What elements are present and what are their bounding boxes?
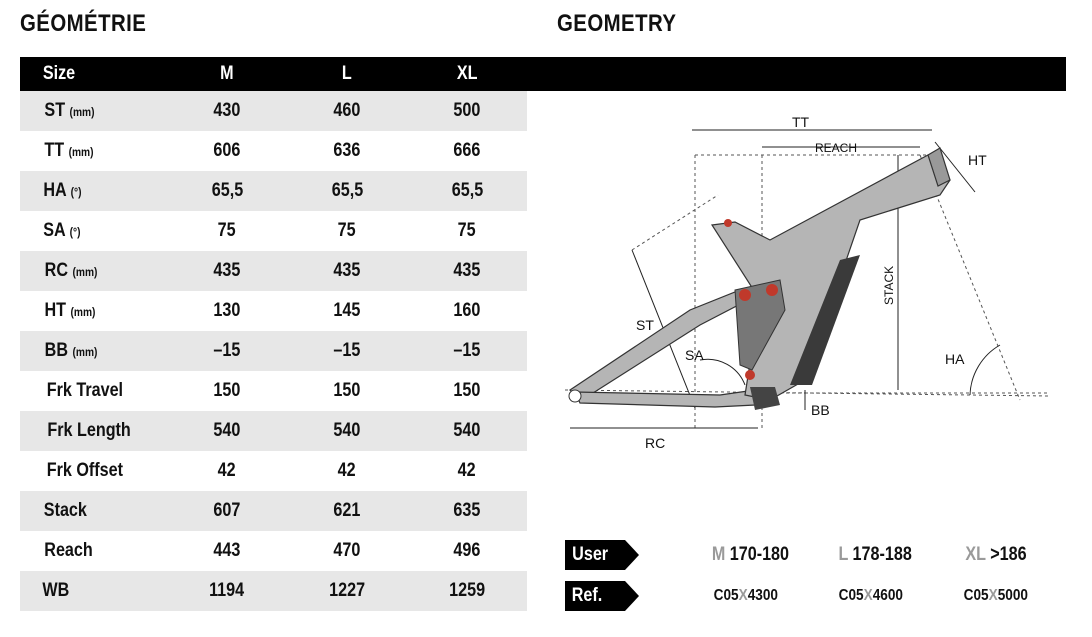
row-value-l: 65,5 <box>331 180 363 201</box>
row-label-text: SA <box>43 220 66 241</box>
table-row <box>20 131 527 171</box>
row-label-text: Stack <box>43 500 87 521</box>
header-m: M <box>220 63 234 84</box>
row-unit: (°) <box>70 185 82 199</box>
row-value-m: 606 <box>213 140 241 161</box>
row-value-m: 607 <box>213 500 241 521</box>
row-label-text: ST <box>44 100 66 121</box>
row-label <box>20 171 167 211</box>
row-value-xl: 65,5 <box>451 180 483 201</box>
table-row <box>20 171 527 211</box>
row-value-xl: 42 <box>458 460 476 481</box>
row-label-text: HA <box>43 180 67 201</box>
row-unit: (°) <box>69 225 81 239</box>
row-unit: (mm) <box>72 345 98 359</box>
row-label <box>20 291 167 331</box>
header-size: Size <box>42 63 76 84</box>
row-value-m: 42 <box>218 460 236 481</box>
table-row <box>20 411 527 451</box>
row-label <box>20 211 167 251</box>
row-value-l: 1227 <box>329 580 365 601</box>
ref-row <box>565 581 1065 611</box>
pivot-3 <box>745 370 755 380</box>
label-rc: RC <box>645 435 666 451</box>
user-size-l: L 178-188 <box>838 544 912 565</box>
header-l: L <box>342 63 352 84</box>
st-dim-dashline <box>632 195 718 250</box>
row-value-m: 75 <box>218 220 236 241</box>
row-value-m: –15 <box>213 340 241 361</box>
ref-code-xl: C05X5000 <box>963 587 1028 604</box>
table-row <box>20 291 527 331</box>
row-value-xl: 160 <box>453 300 481 321</box>
row-value-l: –15 <box>333 340 361 361</box>
label-st: ST <box>636 317 654 333</box>
row-value-l: 470 <box>333 540 361 561</box>
row-value-m: 1194 <box>209 580 245 601</box>
label-stack: STACK <box>882 265 896 305</box>
title-english: GEOMETRY <box>557 10 677 37</box>
pivot-1 <box>739 289 751 301</box>
header-xl: XL <box>456 63 478 84</box>
row-value-xl: 435 <box>453 260 481 281</box>
row-label-text: BB <box>44 340 68 361</box>
table-row <box>20 531 527 571</box>
user-tag: User <box>565 540 625 570</box>
row-value-xl: 540 <box>453 420 481 441</box>
ha-arc <box>970 345 1000 395</box>
table-row <box>20 331 527 371</box>
row-label <box>20 411 167 451</box>
row-value-xl: –15 <box>453 340 481 361</box>
motor <box>750 387 780 410</box>
sa-arc <box>700 359 745 385</box>
table-row <box>20 91 527 131</box>
label-bb: BB <box>811 402 830 418</box>
row-label <box>20 331 167 371</box>
row-value-m: 430 <box>213 100 241 121</box>
row-value-l: 145 <box>333 300 361 321</box>
row-unit: (mm) <box>70 305 96 319</box>
row-label <box>20 531 167 571</box>
row-value-m: 435 <box>213 260 241 281</box>
row-value-xl: 1259 <box>449 580 485 601</box>
row-label-text: HT <box>44 300 67 321</box>
row-value-m: 443 <box>213 540 241 561</box>
row-value-l: 150 <box>333 380 361 401</box>
row-unit: (mm) <box>72 265 98 279</box>
title-french: GÉOMÉTRIE <box>20 10 147 37</box>
label-reach: REACH <box>815 141 858 155</box>
pivot-4 <box>724 219 732 227</box>
geometry-table <box>20 57 527 611</box>
row-label-text: WB <box>42 580 70 601</box>
row-value-m: 150 <box>213 380 241 401</box>
row-value-m: 540 <box>213 420 241 441</box>
table-row <box>20 571 527 611</box>
row-label-text: TT <box>44 140 65 161</box>
chain-stay <box>575 390 755 407</box>
label-ht: HT <box>968 152 987 168</box>
row-label <box>20 451 167 491</box>
row-label-text: RC <box>44 260 68 281</box>
bike-geometry-diagram <box>540 100 1060 460</box>
row-value-l: 75 <box>338 220 356 241</box>
table-row <box>20 211 527 251</box>
row-label-text: Frk Length <box>47 420 131 441</box>
row-value-xl: 635 <box>453 500 481 521</box>
row-label-text: Frk Travel <box>46 380 124 401</box>
row-value-xl: 150 <box>453 380 481 401</box>
rear-axle <box>569 390 581 402</box>
row-label-text: Reach <box>44 540 93 561</box>
row-label <box>20 131 167 171</box>
table-row <box>20 491 527 531</box>
table-row <box>20 371 527 411</box>
label-ha: HA <box>945 351 965 367</box>
table-row <box>20 251 527 291</box>
row-label <box>20 251 167 291</box>
user-row <box>565 540 1065 570</box>
ref-tag: Ref. <box>565 581 625 611</box>
pivot-2 <box>766 284 778 296</box>
ref-code-m: C05X4300 <box>713 587 778 604</box>
label-tt: TT <box>792 114 810 130</box>
row-label <box>20 491 167 531</box>
ref-code-l: C05X4600 <box>838 587 903 604</box>
row-value-m: 130 <box>213 300 241 321</box>
row-unit: (mm) <box>68 145 94 159</box>
table-header-row <box>20 57 527 91</box>
table-row <box>20 451 527 491</box>
row-value-l: 621 <box>333 500 361 521</box>
row-label-text: Frk Offset <box>46 460 124 481</box>
row-value-xl: 500 <box>453 100 481 121</box>
row-value-xl: 496 <box>453 540 481 561</box>
row-value-l: 540 <box>333 420 361 441</box>
row-label <box>20 571 167 611</box>
row-unit: (mm) <box>69 105 95 119</box>
label-sa: SA <box>685 347 704 363</box>
row-value-xl: 666 <box>453 140 481 161</box>
row-value-xl: 75 <box>458 220 476 241</box>
row-label <box>20 91 167 131</box>
row-label <box>20 371 167 411</box>
row-value-l: 636 <box>333 140 361 161</box>
row-value-m: 65,5 <box>211 180 243 201</box>
row-value-l: 42 <box>338 460 356 481</box>
row-value-l: 435 <box>333 260 361 281</box>
user-size-xl: XL >186 <box>965 544 1027 565</box>
seat-stay <box>570 290 748 400</box>
row-value-l: 460 <box>333 100 361 121</box>
user-size-m: M 170-180 <box>711 544 790 565</box>
